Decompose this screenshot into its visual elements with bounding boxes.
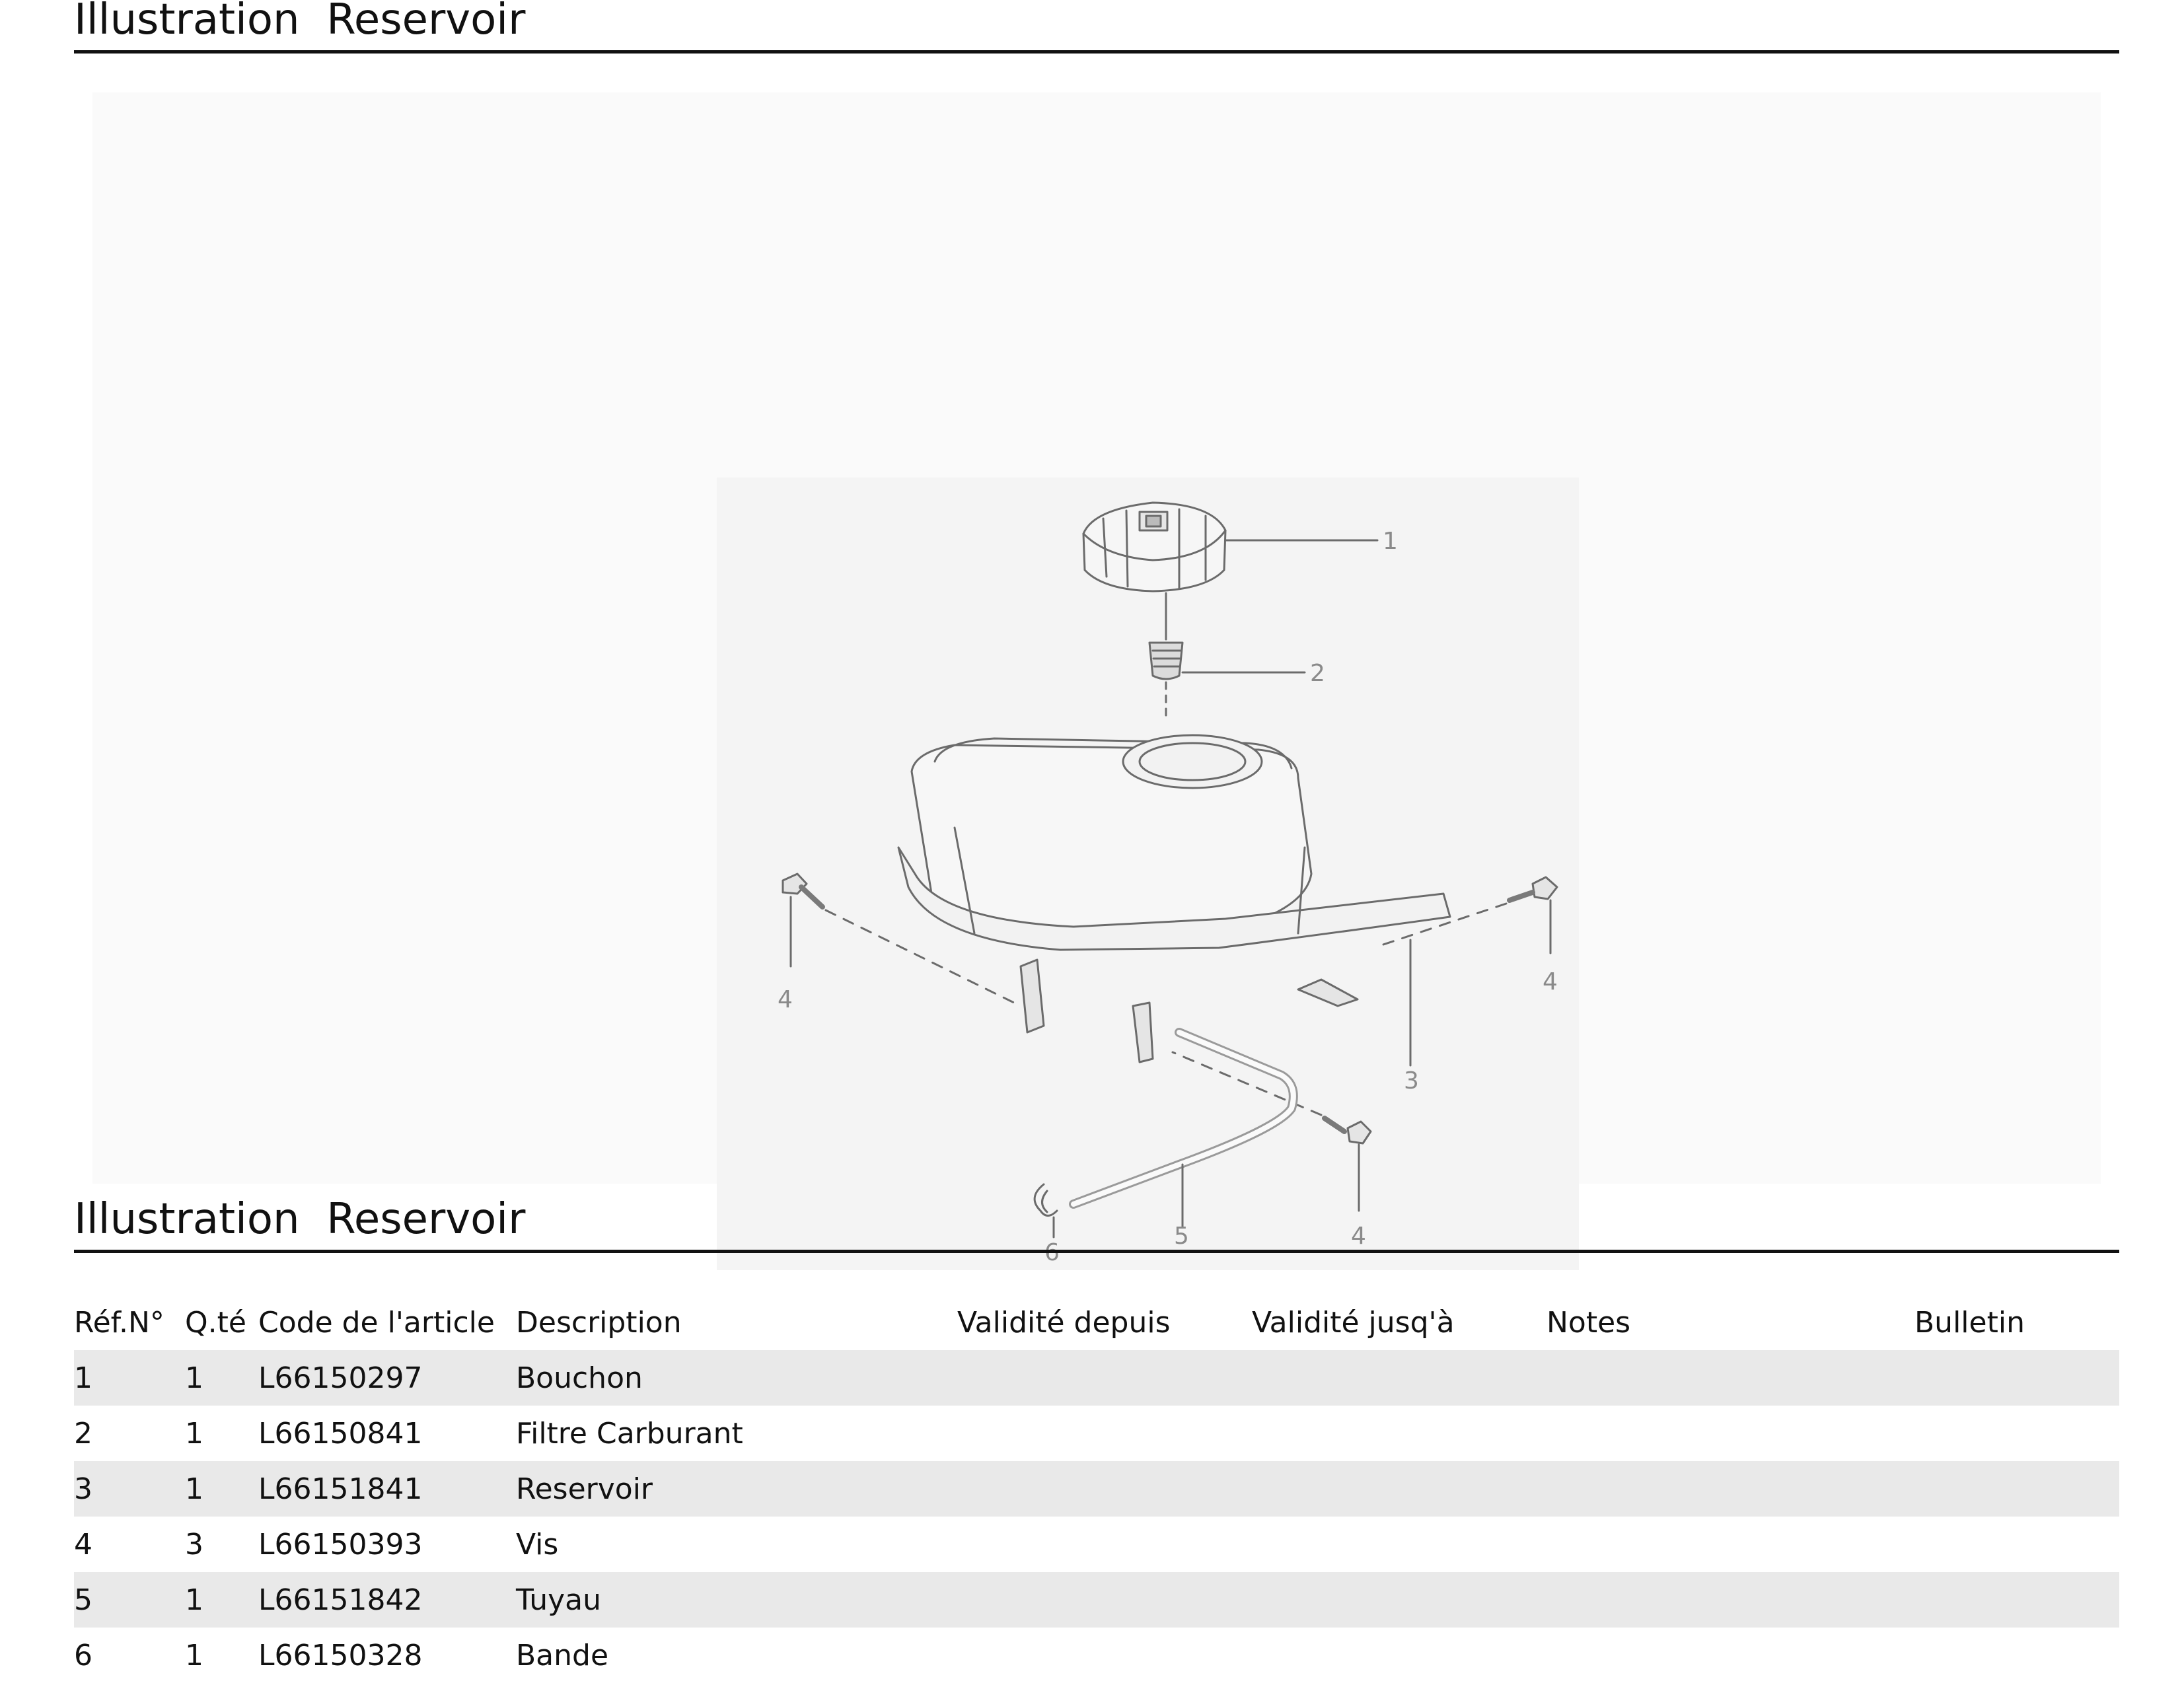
callout-label: 4 — [1351, 1223, 1366, 1250]
cell-code: L66150328 — [258, 1638, 423, 1672]
cell-valid-from — [957, 1461, 1252, 1517]
callout-label: 6 — [1044, 1239, 1060, 1266]
cell-ref: 4 — [74, 1527, 92, 1561]
cell-bulletin — [1914, 1406, 2119, 1461]
tank-part — [898, 735, 1450, 1065]
column-header-valid-until: Validité jusq'à — [1252, 1305, 1455, 1340]
callout-label: 1 — [1383, 528, 1398, 555]
cell-description: Bouchon — [516, 1361, 643, 1395]
table-row — [74, 1628, 2119, 1683]
cell-valid-until — [1252, 1572, 1547, 1628]
cell-description: Tuyau — [516, 1583, 601, 1617]
cell-notes — [1547, 1406, 1914, 1461]
cell-notes — [1547, 1628, 1914, 1683]
cell-qty: 1 — [185, 1472, 203, 1506]
cell-ref: 3 — [74, 1472, 92, 1506]
column-header-ref: Réf.N° — [74, 1305, 164, 1340]
callout-label: 2 — [1310, 660, 1325, 687]
cell-notes — [1547, 1350, 1914, 1406]
cell-bulletin — [1914, 1517, 2119, 1572]
cell-code: L66151841 — [258, 1472, 423, 1506]
cell-ref: 2 — [74, 1416, 92, 1450]
column-header-code: Code de l'article — [258, 1305, 495, 1340]
cell-notes — [1547, 1517, 1914, 1572]
cell-valid-from — [957, 1350, 1252, 1406]
table-row — [74, 1406, 2119, 1461]
cell-valid-until — [1252, 1628, 1547, 1683]
table-row — [74, 1517, 2119, 1572]
table-row — [74, 1350, 2119, 1406]
cell-valid-from — [957, 1572, 1252, 1628]
parts-table — [74, 1295, 2119, 1683]
column-header-qty: Q.té — [185, 1305, 246, 1340]
column-header-notes: Notes — [1547, 1305, 1631, 1340]
column-header-valid-from: Validité depuis — [957, 1305, 1171, 1340]
cell-bulletin — [1914, 1350, 2119, 1406]
callout-label: 4 — [778, 986, 793, 1013]
cell-ref: 6 — [74, 1638, 92, 1672]
cell-valid-until — [1252, 1350, 1547, 1406]
exploded-view-diagram — [717, 478, 1579, 1270]
fuel-tank-drawing — [717, 478, 1579, 1270]
callout-label: 5 — [1174, 1223, 1189, 1250]
cell-qty: 1 — [185, 1416, 203, 1450]
table-row — [74, 1461, 2119, 1517]
cell-code: L66150393 — [258, 1527, 423, 1561]
cell-valid-until — [1252, 1461, 1547, 1517]
parts-section-title: Illustration Reservoir — [74, 1193, 2119, 1253]
cell-qty: 1 — [185, 1361, 203, 1395]
cell-code: L66151842 — [258, 1583, 423, 1617]
cell-bulletin — [1914, 1461, 2119, 1517]
callout-label: 3 — [1404, 1067, 1419, 1094]
cell-valid-from — [957, 1406, 1252, 1461]
filter-part — [1149, 593, 1305, 715]
cell-notes — [1547, 1461, 1914, 1517]
cell-code: L66150297 — [258, 1361, 423, 1395]
cell-description: Filtre Carburant — [516, 1416, 743, 1450]
cell-bulletin — [1914, 1628, 2119, 1683]
cell-valid-from — [957, 1628, 1252, 1683]
page-title: Illustration Reservoir — [74, 0, 2119, 54]
cell-qty: 3 — [185, 1527, 203, 1561]
cell-qty: 1 — [185, 1583, 203, 1617]
callout-label: 4 — [1543, 968, 1558, 995]
cap-part — [1083, 503, 1377, 591]
cell-notes — [1547, 1572, 1914, 1628]
cell-description: Bande — [516, 1638, 609, 1672]
cell-valid-until — [1252, 1517, 1547, 1572]
table-row — [74, 1572, 2119, 1628]
cell-ref: 1 — [74, 1361, 92, 1395]
cell-bulletin — [1914, 1572, 2119, 1628]
cell-valid-until — [1252, 1406, 1547, 1461]
cell-valid-from — [957, 1517, 1252, 1572]
cell-qty: 1 — [185, 1638, 203, 1672]
column-header-bulletin: Bulletin — [1914, 1305, 2025, 1340]
table-header-row — [74, 1295, 2119, 1350]
cell-description: Vis — [516, 1527, 559, 1561]
cell-ref: 5 — [74, 1583, 92, 1617]
column-header-description: Description — [516, 1305, 682, 1340]
cell-description: Reservoir — [516, 1472, 653, 1506]
cell-code: L66150841 — [258, 1416, 423, 1450]
